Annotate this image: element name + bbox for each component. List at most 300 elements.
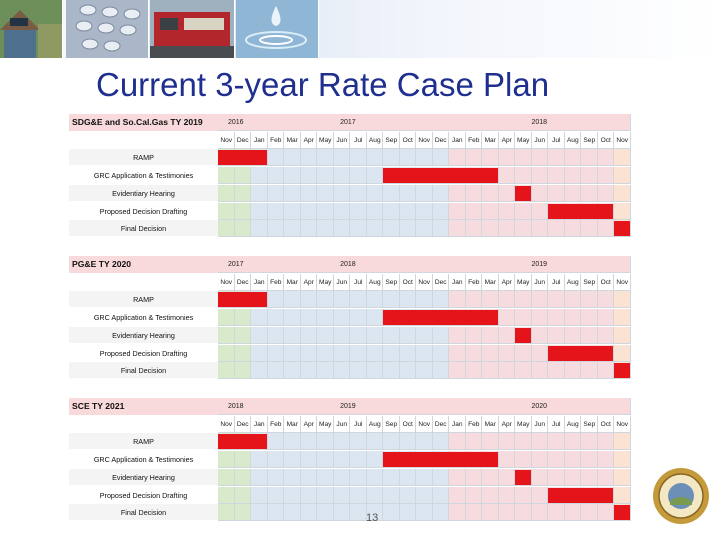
grid-cell [268, 203, 285, 220]
month-label: Feb [468, 420, 480, 428]
houses-photo [0, 0, 63, 58]
grid-cell [218, 469, 235, 486]
grid-cell [433, 291, 450, 308]
month-label: Sep [385, 420, 398, 428]
month-label: Apr [501, 278, 512, 286]
block-title: SCE TY 2021 [69, 398, 218, 415]
grid-cell [416, 487, 433, 504]
grid-cell [218, 309, 235, 326]
grid-cell [532, 220, 549, 237]
month-label: May [319, 420, 332, 428]
grid-cell [367, 433, 384, 450]
grid-cell [598, 433, 615, 450]
month-label: Oct [600, 136, 611, 144]
task-label: GRC Application & Testimonies [69, 167, 218, 184]
grid-cell [433, 220, 450, 237]
grid-cell [334, 309, 351, 326]
grid-cell [548, 469, 565, 486]
grid-cell [416, 345, 433, 362]
grid-cell [218, 220, 235, 237]
task-bar [218, 434, 267, 449]
grid-cell [532, 433, 549, 450]
grid-cell [532, 469, 549, 486]
grid-cell [515, 362, 532, 379]
year-header-row [218, 398, 631, 415]
month-label: Sep [385, 278, 398, 286]
grid-cell [317, 203, 334, 220]
grid-cell [367, 167, 384, 184]
grid-cell [334, 433, 351, 450]
grid-cell [383, 291, 400, 308]
grid-cell [301, 451, 318, 468]
grid-cell [449, 291, 466, 308]
month-label: Jun [336, 420, 348, 428]
grid-cell [581, 185, 598, 202]
year-label: 2018 [340, 261, 356, 268]
grid-cell [598, 291, 615, 308]
grid-cell [433, 345, 450, 362]
grid-cell [581, 504, 598, 521]
grid-cell [367, 149, 384, 166]
month-label: Aug [566, 136, 579, 144]
month-label: May [319, 136, 332, 144]
grid-cell [301, 185, 318, 202]
grid-cell [598, 220, 615, 237]
month-label: Apr [501, 420, 512, 428]
grid-cell [499, 433, 516, 450]
task-label: RAMP [69, 149, 218, 166]
grid-cell [334, 487, 351, 504]
grid-cell [284, 504, 301, 521]
grid-cell [548, 291, 565, 308]
grid-cell [301, 220, 318, 237]
grid-cell [532, 167, 549, 184]
grid-cell [466, 149, 483, 166]
grid-cell [284, 220, 301, 237]
grid-cell [251, 504, 268, 521]
task-label: Final Decision [69, 504, 218, 521]
grid-cell [218, 327, 235, 344]
grid-cell [400, 469, 417, 486]
grid-cell [334, 362, 351, 379]
grid-cell [301, 504, 318, 521]
grid-cell [581, 327, 598, 344]
month-label: Mar [484, 278, 496, 286]
task-label: Evidentiary Hearing [69, 469, 218, 486]
grid-cell [301, 362, 318, 379]
grid-cell [482, 469, 499, 486]
grid-cell [251, 345, 268, 362]
grid-cell [466, 345, 483, 362]
grid-cell [284, 185, 301, 202]
grid-cell [334, 451, 351, 468]
grid-cell [416, 469, 433, 486]
grid-cell [301, 167, 318, 184]
grid-cell [565, 309, 582, 326]
grid-cell [614, 309, 631, 326]
cpuc-seal-icon [652, 467, 710, 525]
grid-cell [614, 327, 631, 344]
grid-cell [350, 185, 367, 202]
month-label: Jan [451, 136, 463, 144]
grid-cell [499, 345, 516, 362]
grid-cell [334, 167, 351, 184]
year-label: 2017 [228, 261, 244, 268]
grid-cell [383, 203, 400, 220]
grid-cell [367, 291, 384, 308]
grid-cell [532, 291, 549, 308]
task-bar [383, 310, 498, 325]
grid-cell [482, 327, 499, 344]
grid-cell [251, 185, 268, 202]
grid-cell [334, 327, 351, 344]
month-label: Dec [434, 136, 447, 144]
month-label: Apr [303, 420, 314, 428]
grid-cell [449, 469, 466, 486]
grid-cell [350, 167, 367, 184]
grid-cell [367, 185, 384, 202]
grid-cell [614, 487, 631, 504]
month-label: Feb [468, 136, 480, 144]
grid-cell [565, 167, 582, 184]
gantt-block [69, 114, 631, 238]
grid-cell [317, 220, 334, 237]
month-label: Dec [434, 278, 447, 286]
month-label: Nov [220, 278, 233, 286]
grid-cell [235, 504, 252, 521]
grid-cell [251, 167, 268, 184]
grid-cell [532, 504, 549, 521]
grid-cell [268, 451, 285, 468]
grid-cell [449, 362, 466, 379]
grid-cell [301, 203, 318, 220]
month-label: Dec [434, 420, 447, 428]
grid-cell [581, 451, 598, 468]
task-label: Final Decision [69, 362, 218, 379]
grid-cell [581, 469, 598, 486]
month-label: May [517, 420, 530, 428]
year-label: 2018 [228, 403, 244, 410]
grid-cell [466, 433, 483, 450]
month-label: Dec [236, 136, 249, 144]
grid-cell [367, 220, 384, 237]
grid-cell [251, 220, 268, 237]
grid-cell [383, 185, 400, 202]
grid-cell [235, 167, 252, 184]
month-label: Jul [552, 136, 561, 144]
grid-cell [383, 345, 400, 362]
grid-cell [350, 469, 367, 486]
grid-cell [433, 327, 450, 344]
grid-cell [482, 185, 499, 202]
grid-cell [499, 185, 516, 202]
task-label: GRC Application & Testimonies [69, 309, 218, 326]
task-bar [218, 292, 267, 307]
month-label: Jan [451, 278, 463, 286]
grid-cell [482, 291, 499, 308]
grid-cell [515, 291, 532, 308]
grid-cell [367, 362, 384, 379]
grid-cell [499, 504, 516, 521]
grid-cell [433, 149, 450, 166]
grid-cell [466, 469, 483, 486]
grid-cell [350, 309, 367, 326]
grid-cell [367, 203, 384, 220]
grid-cell [268, 149, 285, 166]
grid-cell [581, 149, 598, 166]
grid-cell [598, 327, 615, 344]
grid-cell [383, 504, 400, 521]
grid-cell [383, 362, 400, 379]
grid-cell [301, 433, 318, 450]
grid-cell [482, 487, 499, 504]
grid-cell [350, 433, 367, 450]
month-label: Feb [270, 278, 282, 286]
month-label: Sep [583, 278, 596, 286]
grid-cell [598, 362, 615, 379]
task-bar [614, 363, 630, 378]
grid-cell [499, 469, 516, 486]
grid-cell [301, 469, 318, 486]
grid-cell [251, 469, 268, 486]
grid-cell [383, 149, 400, 166]
task-bar [515, 328, 531, 343]
grid-cell [383, 433, 400, 450]
grid-cell [515, 167, 532, 184]
grid-cell [400, 291, 417, 308]
grid-cell [284, 203, 301, 220]
grid-cell [548, 185, 565, 202]
gantt-block [69, 398, 631, 522]
grid-cell [334, 149, 351, 166]
month-label: Jul [552, 420, 561, 428]
grid-cell [268, 345, 285, 362]
month-label: Jun [534, 278, 546, 286]
grid-cell [565, 362, 582, 379]
grid-cell [449, 504, 466, 521]
grid-cell [433, 203, 450, 220]
grid-cell [482, 345, 499, 362]
task-bar [383, 168, 498, 183]
grid-cell [515, 149, 532, 166]
grid-cell [400, 362, 417, 379]
grid-cell [548, 309, 565, 326]
grid-cell [499, 167, 516, 184]
task-bar [548, 488, 613, 503]
grid-cell [350, 220, 367, 237]
grid-cell [598, 149, 615, 166]
month-label: Sep [583, 420, 596, 428]
grid-cell [235, 185, 252, 202]
grid-cell [449, 203, 466, 220]
month-label: Jan [253, 278, 265, 286]
grid-cell [532, 327, 549, 344]
grid-cell [614, 167, 631, 184]
grid-cell [565, 327, 582, 344]
grid-cell [515, 203, 532, 220]
year-label: 2019 [340, 403, 356, 410]
month-label: Nov [616, 136, 629, 144]
grid-cell [598, 469, 615, 486]
grid-cell [466, 220, 483, 237]
year-label: 2017 [340, 119, 356, 126]
grid-cell [416, 362, 433, 379]
grid-cell [334, 203, 351, 220]
month-label: Jul [552, 278, 561, 286]
grid-cell [515, 309, 532, 326]
month-label: Apr [303, 278, 314, 286]
grid-cell [614, 185, 631, 202]
month-label: Aug [566, 420, 579, 428]
train-photo [150, 0, 235, 58]
grid-cell [251, 487, 268, 504]
month-label: Oct [402, 278, 413, 286]
month-label: Aug [368, 420, 381, 428]
task-label: RAMP [69, 291, 218, 308]
grid-cell [350, 362, 367, 379]
grid-cell [449, 149, 466, 166]
grid-cell [614, 469, 631, 486]
grid-cell [268, 362, 285, 379]
grid-cell [367, 469, 384, 486]
month-label: Mar [484, 136, 496, 144]
grid-cell [400, 149, 417, 166]
grid-cell [350, 451, 367, 468]
grid-cell [218, 487, 235, 504]
grid-cell [598, 451, 615, 468]
year-label: 2016 [228, 119, 244, 126]
grid-cell [614, 451, 631, 468]
grid-cell [350, 149, 367, 166]
month-label: Nov [418, 278, 431, 286]
year-header-row [218, 114, 631, 131]
year-label: 2018 [531, 119, 548, 126]
grid-cell [284, 451, 301, 468]
grid-cell [350, 327, 367, 344]
task-label: RAMP [69, 433, 218, 450]
grid-cell [317, 433, 334, 450]
grid-cell [416, 291, 433, 308]
grid-cell [268, 309, 285, 326]
grid-cell [268, 327, 285, 344]
task-bar [383, 452, 498, 467]
grid-cell [565, 504, 582, 521]
month-label: Jan [451, 420, 463, 428]
month-label: Aug [368, 278, 381, 286]
grid-cell [532, 149, 549, 166]
grid-cell [548, 167, 565, 184]
month-label: Apr [501, 136, 512, 144]
task-bar [548, 204, 613, 219]
grid-cell [268, 220, 285, 237]
grid-cell [350, 291, 367, 308]
grid-cell [301, 149, 318, 166]
month-label: Oct [402, 420, 413, 428]
grid-cell [317, 291, 334, 308]
grid-cell [317, 362, 334, 379]
gantt-block [69, 256, 631, 380]
month-label: Nov [418, 136, 431, 144]
grid-cell [284, 345, 301, 362]
grid-cell [614, 433, 631, 450]
grid-cell [532, 309, 549, 326]
grid-cell [317, 185, 334, 202]
month-label: Mar [286, 278, 298, 286]
grid-cell [317, 327, 334, 344]
grid-cell [416, 504, 433, 521]
month-label: Oct [402, 136, 413, 144]
grid-cell [367, 487, 384, 504]
grid-cell [301, 487, 318, 504]
grid-cell [532, 185, 549, 202]
grid-cell [515, 345, 532, 362]
grid-cell [317, 345, 334, 362]
grid-cell [482, 433, 499, 450]
grid-cell [367, 309, 384, 326]
month-row-label [69, 274, 218, 291]
grid-cell [334, 220, 351, 237]
task-label: Proposed Decision Drafting [69, 487, 218, 504]
month-label: Nov [616, 278, 629, 286]
grid-cell [284, 469, 301, 486]
grid-cell [317, 167, 334, 184]
grid-cell [268, 167, 285, 184]
task-bar [614, 505, 630, 520]
grid-cell [466, 487, 483, 504]
month-label: Sep [583, 136, 596, 144]
grid-cell [400, 185, 417, 202]
grid-cell [449, 185, 466, 202]
grid-cell [548, 451, 565, 468]
year-label: 2019 [531, 261, 548, 268]
grid-cell [367, 327, 384, 344]
month-label: Nov [220, 420, 233, 428]
grid-cell [581, 167, 598, 184]
grid-cell [334, 291, 351, 308]
grid-cell [284, 487, 301, 504]
grid-cell [548, 149, 565, 166]
block-title: SDG&E and So.Cal.Gas TY 2019 [69, 114, 218, 131]
month-label: Dec [236, 420, 249, 428]
grid-cell [482, 362, 499, 379]
task-label: Final Decision [69, 220, 218, 237]
grid-cell [284, 149, 301, 166]
grid-cell [334, 345, 351, 362]
month-label: Jan [253, 136, 265, 144]
grid-cell [499, 487, 516, 504]
grid-cell [565, 291, 582, 308]
year-label: 2020 [531, 403, 548, 410]
grid-cell [548, 327, 565, 344]
month-label: Jun [534, 136, 546, 144]
phone-keypad-photo [66, 0, 149, 58]
task-label: Evidentiary Hearing [69, 185, 218, 202]
grid-cell [317, 469, 334, 486]
grid-cell [301, 291, 318, 308]
grid-cell [400, 203, 417, 220]
grid-cell [515, 487, 532, 504]
grid-cell [532, 345, 549, 362]
slide-title: Current 3-year Rate Case Plan [96, 66, 550, 103]
grid-cell [581, 433, 598, 450]
grid-cell [581, 309, 598, 326]
grid-cell [499, 451, 516, 468]
month-label: Nov [418, 420, 431, 428]
task-bar [218, 150, 267, 165]
month-label: Sep [385, 136, 398, 144]
grid-cell [565, 451, 582, 468]
grid-cell [350, 345, 367, 362]
